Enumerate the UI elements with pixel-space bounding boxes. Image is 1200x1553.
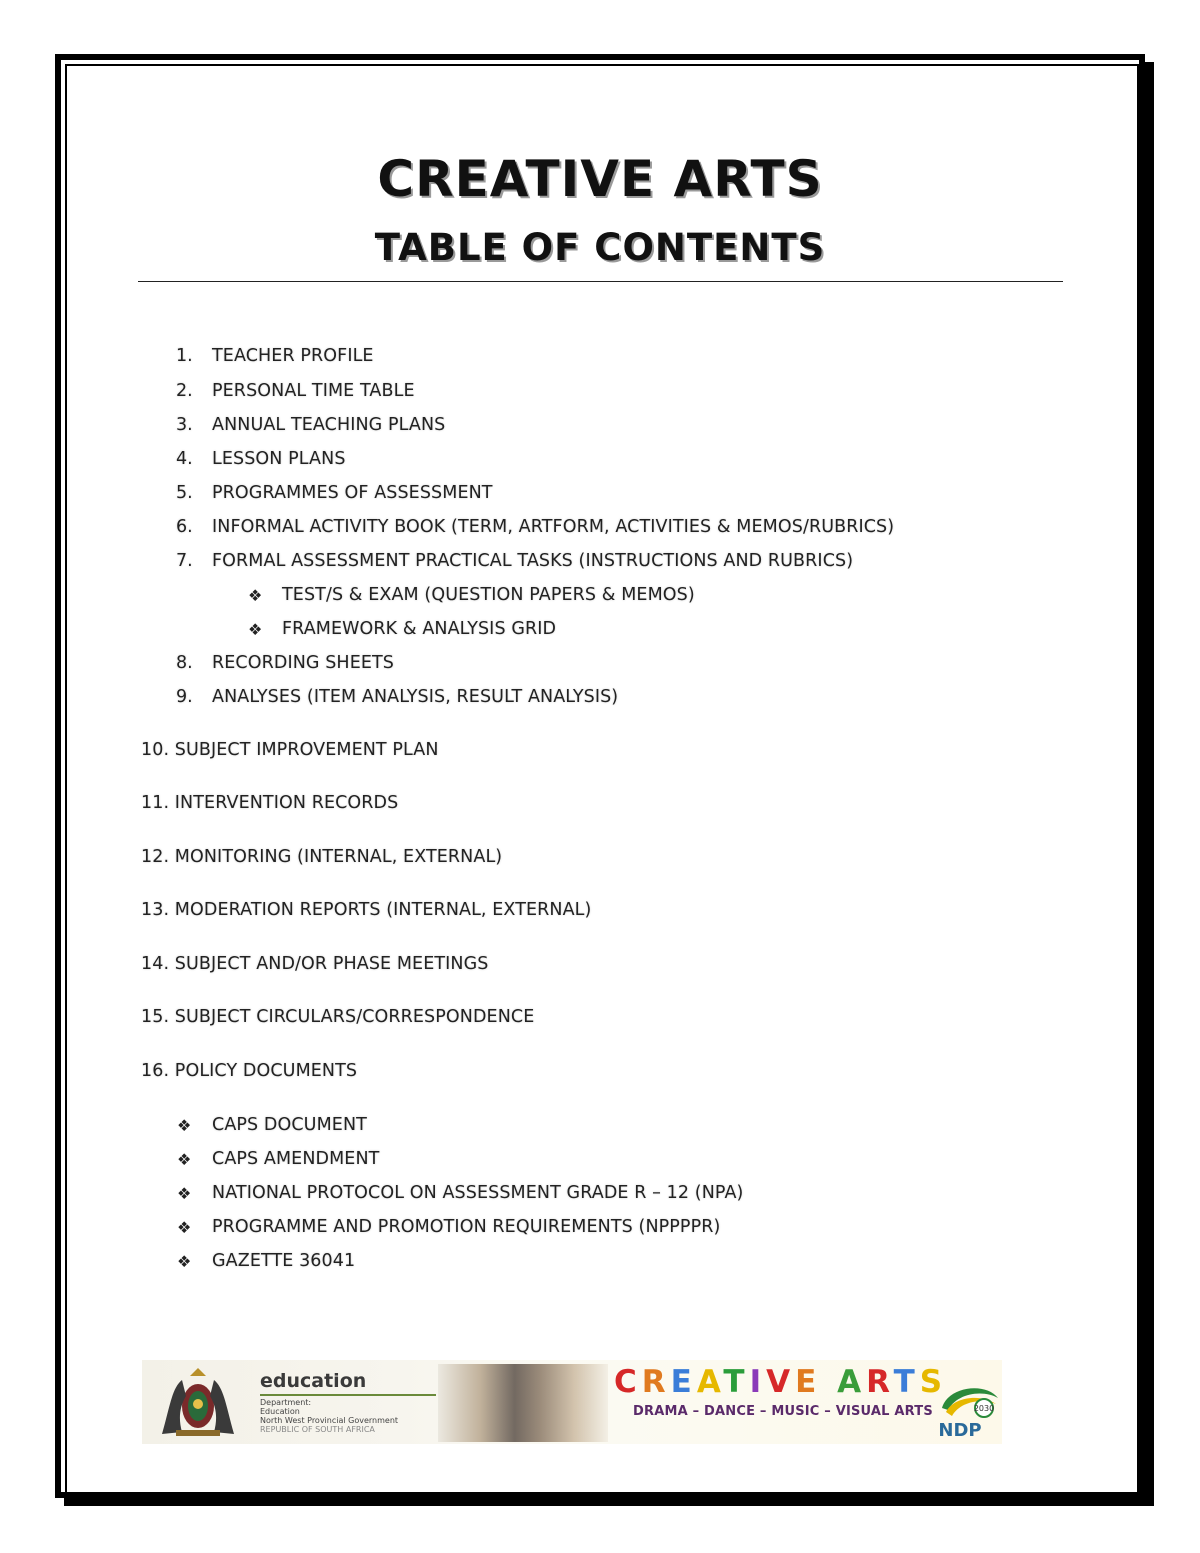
- list-item: ANNUAL TEACHING PLANS: [212, 415, 446, 435]
- list-item-number: 3.: [176, 415, 193, 435]
- list-subitem: TEST/S & EXAM (QUESTION PAPERS & MEMOS): [282, 585, 695, 605]
- page-border-inner: [65, 64, 1139, 1494]
- creative-arts-logo-letter: R: [866, 1364, 894, 1400]
- policy-item: GAZETTE 36041: [212, 1251, 356, 1271]
- list-item: 10. SUBJECT IMPROVEMENT PLAN: [141, 740, 439, 760]
- list-item: 12. MONITORING (INTERNAL, EXTERNAL): [141, 847, 503, 867]
- creative-arts-logo-letter: R: [641, 1364, 671, 1400]
- list-item-number: 8.: [176, 653, 193, 673]
- creative-arts-subtitle: DRAMA – DANCE – MUSIC – VISUAL ARTS: [633, 1404, 933, 1419]
- creative-arts-logo-text: [614, 1364, 947, 1400]
- list-item-number: 7.: [176, 551, 193, 571]
- creative-arts-logo-letter: V: [766, 1364, 796, 1400]
- education-underline: [260, 1394, 436, 1396]
- list-item: 16. POLICY DOCUMENTS: [141, 1061, 358, 1081]
- coat-of-arms-icon: [152, 1366, 244, 1438]
- list-subitem: FRAMEWORK & ANALYSIS GRID: [282, 619, 557, 639]
- department-line: North West Provincial Government: [260, 1416, 399, 1425]
- list-item: ANALYSES (ITEM ANALYSIS, RESULT ANALYSIS): [212, 687, 619, 707]
- diamond-bullet-icon: ❖: [177, 1150, 192, 1169]
- list-item: 11. INTERVENTION RECORDS: [141, 793, 399, 813]
- list-item-number: 5.: [176, 483, 193, 503]
- policy-item: NATIONAL PROTOCOL ON ASSESSMENT GRADE R – 12 (NPA): [212, 1183, 744, 1203]
- diamond-bullet-icon: ❖: [177, 1252, 192, 1271]
- department-line: Education: [260, 1407, 300, 1416]
- document-subtitle: TABLE OF CONTENTS: [374, 226, 826, 269]
- ndp-2030-logo-icon: [938, 1378, 1000, 1440]
- list-item: PROGRAMMES OF ASSESSMENT: [212, 483, 493, 503]
- creative-arts-logo-letter: C: [614, 1364, 642, 1400]
- list-item: TEACHER PROFILE: [212, 346, 374, 366]
- list-item: LESSON PLANS: [212, 449, 346, 469]
- diamond-bullet-icon: ❖: [177, 1184, 192, 1203]
- list-item: 15. SUBJECT CIRCULARS/CORRESPONDENCE: [141, 1007, 535, 1027]
- list-item: RECORDING SHEETS: [212, 653, 395, 673]
- diamond-bullet-icon: ❖: [177, 1218, 192, 1237]
- list-item: FORMAL ASSESSMENT PRACTICAL TASKS (INSTRUCTIONS AND RUBRICS): [212, 551, 854, 571]
- list-item: 14. SUBJECT AND/OR PHASE MEETINGS: [141, 954, 489, 974]
- list-item-number: 4.: [176, 449, 193, 469]
- list-item-number: 1.: [176, 346, 193, 366]
- diamond-bullet-icon: ❖: [177, 1116, 192, 1135]
- ndp-year: 2030: [973, 1404, 995, 1413]
- policy-item: CAPS AMENDMENT: [212, 1149, 380, 1169]
- policy-item: CAPS DOCUMENT: [212, 1115, 367, 1135]
- department-line: Department:: [260, 1398, 312, 1407]
- creative-arts-logo-letter: T: [723, 1364, 750, 1400]
- creative-arts-logo-letter: E: [795, 1364, 822, 1400]
- creative-arts-logo-letter: S: [919, 1364, 948, 1400]
- education-wordmark: education: [260, 1370, 367, 1392]
- department-line: REPUBLIC OF SOUTH AFRICA: [260, 1425, 375, 1434]
- creative-arts-logo-letter: T: [893, 1364, 920, 1400]
- list-item: 13. MODERATION REPORTS (INTERNAL, EXTERNAL): [141, 900, 592, 920]
- learners-photo-strip: [438, 1364, 608, 1442]
- creative-arts-logo-letter: [821, 1364, 837, 1400]
- list-item: INFORMAL ACTIVITY BOOK (TERM, ARTFORM, ACTIVITIES & MEMOS/RUBRICS): [212, 517, 895, 537]
- document-title: CREATIVE ARTS: [377, 150, 823, 208]
- creative-arts-logo-letter: A: [837, 1364, 867, 1400]
- title-divider: [138, 281, 1063, 282]
- list-item-number: 9.: [176, 687, 193, 707]
- footer-banner: [142, 1360, 1002, 1444]
- list-item: PERSONAL TIME TABLE: [212, 381, 415, 401]
- diamond-bullet-icon: ❖: [248, 620, 263, 639]
- list-item-number: 2.: [176, 381, 193, 401]
- diamond-bullet-icon: ❖: [248, 586, 263, 605]
- list-item-number: 6.: [176, 517, 193, 537]
- creative-arts-logo-letter: A: [696, 1364, 724, 1400]
- ndp-text: NDP: [938, 1420, 982, 1440]
- policy-item: PROGRAMME AND PROMOTION REQUIREMENTS (NPPPPR): [212, 1217, 721, 1237]
- creative-arts-logo-letter: I: [749, 1364, 767, 1400]
- creative-arts-logo-letter: E: [670, 1364, 697, 1400]
